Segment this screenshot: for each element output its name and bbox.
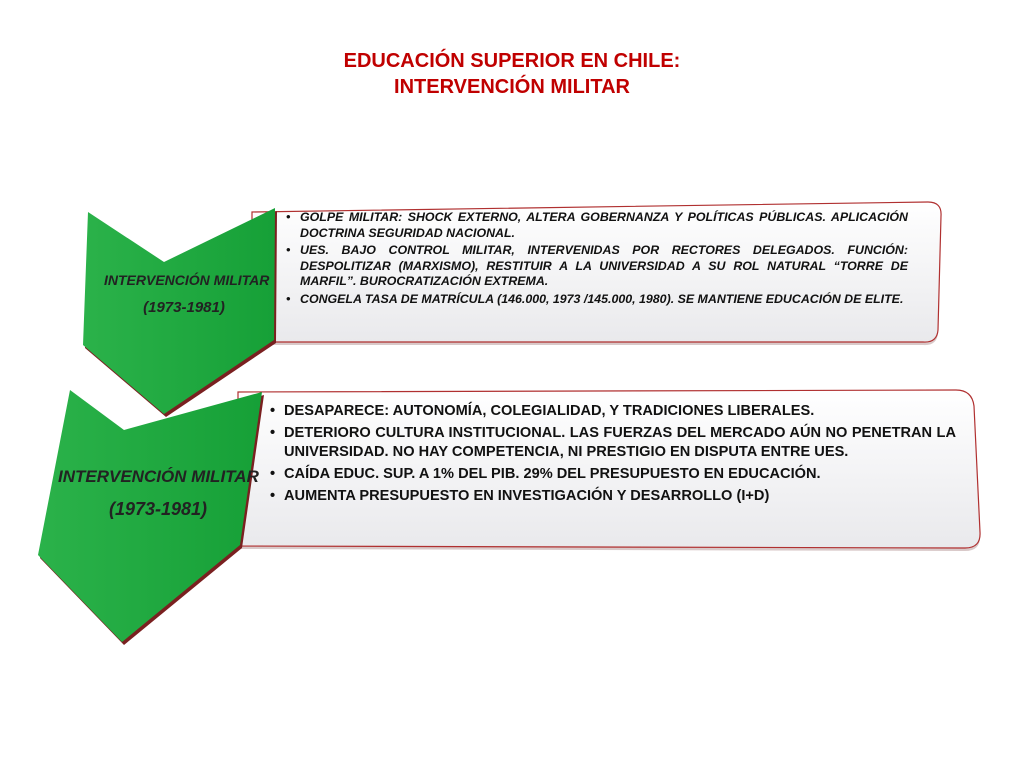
chevron-1-years: (1973-1981) <box>143 299 225 316</box>
bullet-item: • CONGELA TASA DE MATRÍCULA (146.000, 1973 /145.000, 1980). SE MANTIENE EDUCACIÓN DE ELITE. <box>284 292 908 308</box>
bullet-item: • CAÍDA EDUC. SUP. A 1% DEL PIB. 29% DEL PRESUPUESTO EN EDUCACIÓN. <box>268 465 956 484</box>
box-2-content <box>268 402 956 509</box>
bullet-list-2 <box>268 402 956 506</box>
title-line-2: INTERVENCIÓN MILITAR <box>394 76 630 98</box>
chevron-2-years: (1973-1981) <box>108 499 208 519</box>
box-1-content <box>284 210 908 310</box>
bullet-list-1 <box>284 210 908 308</box>
title-line-1: EDUCACIÓN SUPERIOR EN CHILE: <box>343 50 681 72</box>
bullet-item: • AUMENTA PRESUPUESTO EN INVESTIGACIÓN Y DESARROLLO (I+D) <box>268 487 956 506</box>
chevron-1-label <box>104 272 270 316</box>
bullet-item: • GOLPE MILITAR: SHOCK EXTERNO, ALTERA GOBERNANZA Y POLÍTICAS PÚBLICAS. APLICACIÓN DOCTRINA SEGURIDAD NACIONAL. <box>284 210 908 241</box>
bullet-item: • DESAPARECE: AUTONOMÍA, COLEGIALIDAD, Y TRADICIONES LIBERALES. <box>268 402 956 421</box>
chevron-1-heading: INTERVENCIÓN MILITAR <box>104 272 270 288</box>
chevron-2-label <box>58 466 258 520</box>
bullet-item: • UES. BAJO CONTROL MILITAR, INTERVENIDAS POR RECTORES DELEGADOS. FUNCIÓN: DESPOLITIZAR (MARXISMO), RESTITUIR A LA UNIVERSIDAD A SU ROL NATURAL “TORRE DE MARFIL”. BUROCRATIZACIÓN EXTREMA. <box>284 243 908 290</box>
bullet-item: • DETERIORO CULTURA INSTITUCIONAL. LAS FUERZAS DEL MERCADO AÚN NO PENETRAN LA UNIVERSIDAD. NO HAY COMPETENCIA, NI PRESTIGIO EN DISPUTA ENTRE UES. <box>268 424 956 462</box>
chevron-2-heading: INTERVENCIÓN MILITAR <box>58 467 259 486</box>
